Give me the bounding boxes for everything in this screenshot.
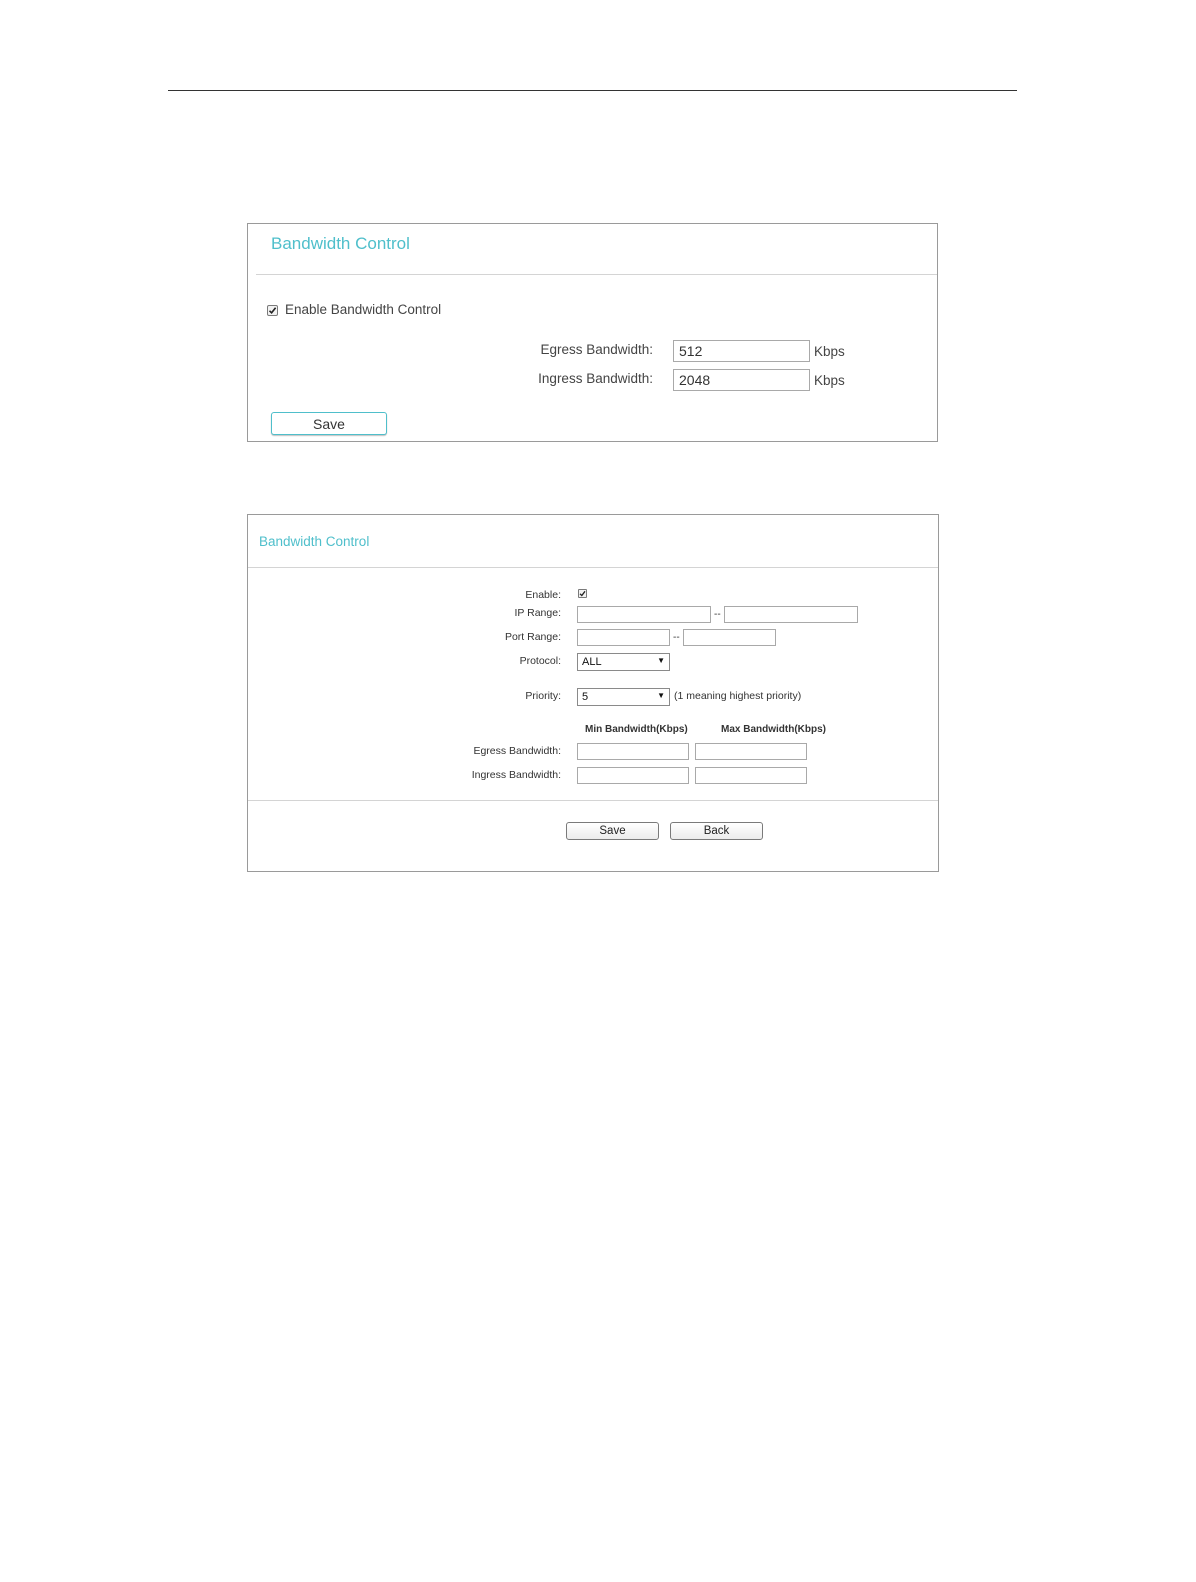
panel-footer-divider (248, 800, 938, 801)
priority-selected-value: 5 (582, 691, 589, 703)
checkmark-icon (579, 590, 586, 597)
ip-range-start-input[interactable] (577, 606, 711, 623)
ingress-min-input[interactable] (577, 767, 689, 784)
egress-unit: Kbps (814, 344, 845, 359)
ingress-unit: Kbps (814, 373, 845, 388)
ingress-bandwidth-label: Ingress Bandwidth: (538, 371, 653, 386)
checkmark-icon (268, 306, 277, 315)
port-range-label: Port Range: (504, 631, 561, 643)
bandwidth-control-panel (247, 223, 938, 442)
ip-range-end-input[interactable] (724, 606, 858, 623)
enable-bandwidth-label: Enable Bandwidth Control (285, 302, 442, 317)
egress-min-input[interactable] (577, 743, 689, 760)
enable-label: Enable: (525, 589, 561, 601)
ingress-bandwidth-input[interactable] (673, 369, 810, 391)
protocol-select[interactable] (577, 653, 670, 671)
enable-bandwidth-checkbox[interactable] (267, 305, 278, 316)
panel-divider (248, 567, 938, 568)
priority-note: (1 meaning highest priority) (674, 690, 802, 702)
port-range-end-input[interactable] (683, 629, 776, 646)
protocol-label: Protocol: (519, 655, 561, 667)
panel-divider (256, 274, 937, 275)
page-header-rule (168, 90, 1017, 91)
panel-title: Bandwidth Control (271, 234, 410, 253)
panel-title: Bandwidth Control (259, 534, 370, 549)
ingress-max-input[interactable] (695, 767, 807, 784)
enable-checkbox[interactable] (578, 589, 587, 598)
egress-bandwidth-label: Egress Bandwidth: (540, 342, 653, 357)
ingress-bandwidth-label: Ingress Bandwidth: (471, 769, 561, 781)
dropdown-arrow-icon: ▼ (657, 656, 665, 665)
save-button[interactable]: Save (566, 822, 659, 840)
bandwidth-rule-panel (247, 514, 939, 872)
dropdown-arrow-icon: ▼ (657, 691, 665, 700)
protocol-selected-value: ALL (582, 656, 602, 668)
priority-label: Priority: (525, 690, 561, 702)
ip-range-separator: -- (714, 609, 721, 620)
max-bandwidth-header: Max Bandwidth(Kbps) (721, 724, 826, 735)
port-range-start-input[interactable] (577, 629, 670, 646)
back-button[interactable]: Back (670, 822, 763, 840)
ip-range-label: IP Range: (514, 607, 561, 619)
port-range-separator: -- (673, 632, 680, 643)
egress-max-input[interactable] (695, 743, 807, 760)
priority-select[interactable] (577, 688, 670, 706)
save-button[interactable]: Save (271, 412, 387, 435)
min-bandwidth-header: Min Bandwidth(Kbps) (585, 724, 688, 735)
egress-bandwidth-input[interactable] (673, 340, 810, 362)
egress-bandwidth-label: Egress Bandwidth: (473, 745, 561, 757)
